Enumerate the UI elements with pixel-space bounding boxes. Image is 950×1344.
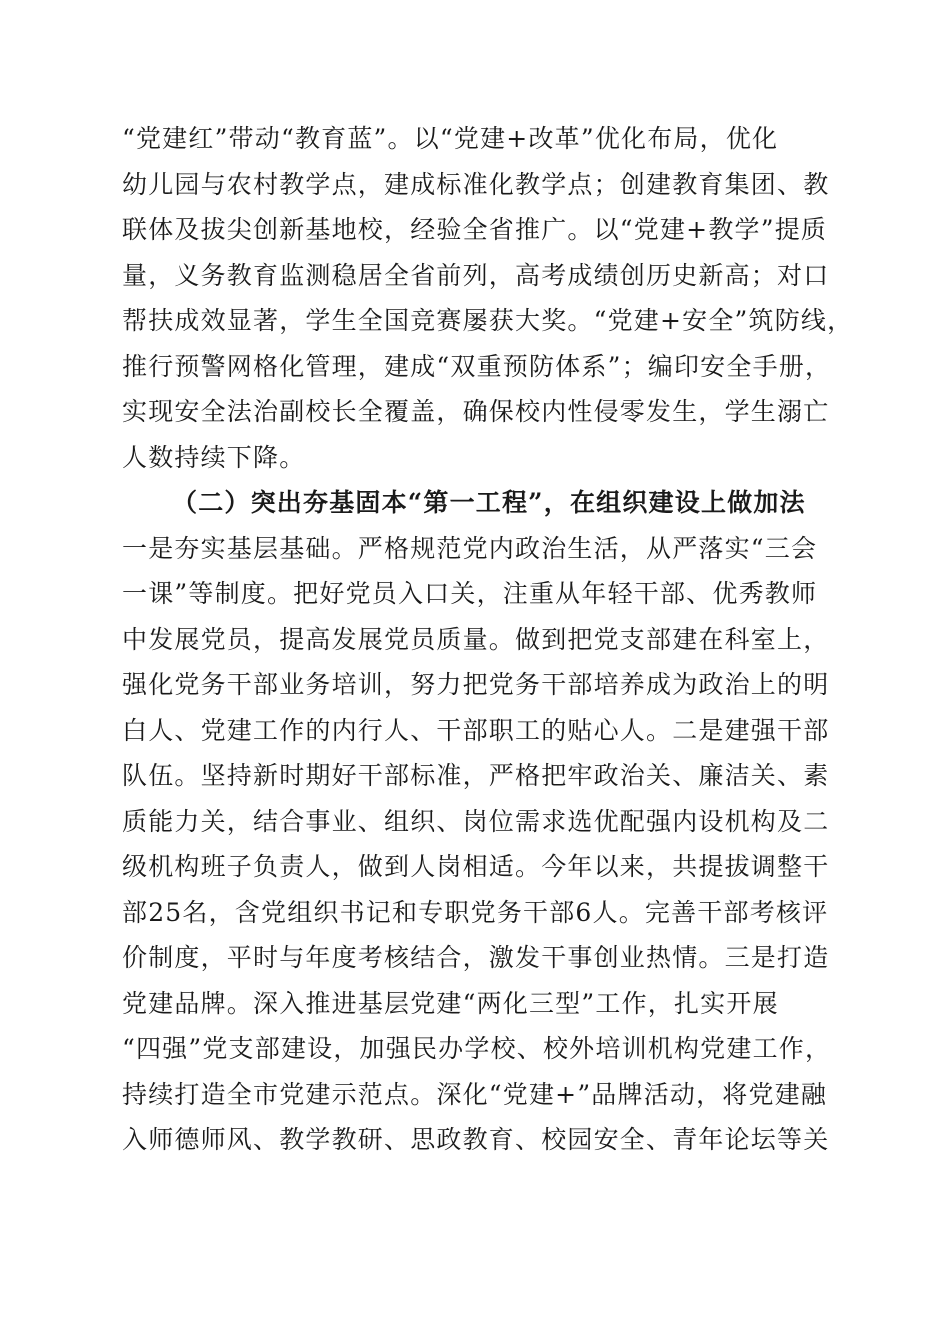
paragraph-line: 持续打造全市党建示范点。深化“党建+”品牌活动，将党建融	[122, 1079, 828, 1109]
paragraph-line: 级机构班子负责人，做到人岗相适。今年以来，共提拔调整干	[122, 852, 830, 881]
body-text	[122, 116, 854, 1163]
paragraph-line: 联体及拔尖创新基地校，经验全省推广。以“党建+教学”提质	[122, 215, 828, 244]
paragraph-line: 价制度，平时与年度考核结合，激发干事创业热情。三是打造	[122, 943, 830, 972]
paragraph-line: 量，义务教育监测稳居全省前列，高考成绩创历史新高；对口	[122, 260, 830, 290]
paragraph-line: 队伍。坚持新时期好干部标准，严格把牢政治关、廉洁关、素	[122, 761, 830, 790]
paragraph-line: 党建品牌。深入推进基层党建“两化三型”工作，扎实开展	[122, 988, 779, 1018]
paragraph-line: 人数持续下降。	[122, 442, 306, 472]
paragraph-line: 一课”等制度。把好党员入口关，注重从年轻干部、优秀教师	[122, 579, 818, 608]
paragraph-line: 幼儿园与农村教学点，建成标准化教学点；创建教育集团、教	[122, 169, 830, 199]
paragraph-line: 质能力关，结合事业、组织、岗位需求选优配强内设机构及二	[122, 806, 830, 836]
paragraph-line: “四强”党支部建设，加强民办学校、校外培训机构党建工作，	[122, 1034, 832, 1063]
paragraph-line: 入师德师风、教学教研、思政教育、校园安全、青年论坛等关	[122, 1125, 830, 1154]
paragraph-line: 白人、党建工作的内行人、干部职工的贴心人。二是建强干部	[122, 715, 830, 745]
paragraph-line: 一是夯实基层基础。严格规范党内政治生活，从严落实“三会	[122, 533, 818, 563]
paragraph-line: 强化党务干部业务培训，努力把党务干部培养成为政治上的明	[122, 670, 830, 699]
paragraph-line: 推行预警网格化管理，建成“双重预防体系”；编印安全手册，	[122, 351, 832, 381]
paragraph-line: 帮扶成效显著，学生全国竞赛屡获大奖。“党建+安全”筑防线，	[122, 306, 854, 335]
paragraph-line: 实现安全法治副校长全覆盖，确保校内性侵零发生，学生溺亡	[122, 397, 830, 426]
paragraph-line: “党建红”带动“教育蓝”。以“党建+改革”优化布局，优化	[122, 124, 779, 153]
paragraph-line: 中发展党员，提高发展党员质量。做到把党支部建在科室上，	[122, 624, 830, 654]
section-heading: （二）突出夯基固本“第一工程”，在组织建设上做加法	[172, 488, 806, 517]
paragraph-line: 部25名，含党组织书记和专职党务干部6人。完善干部考核评	[122, 897, 829, 927]
